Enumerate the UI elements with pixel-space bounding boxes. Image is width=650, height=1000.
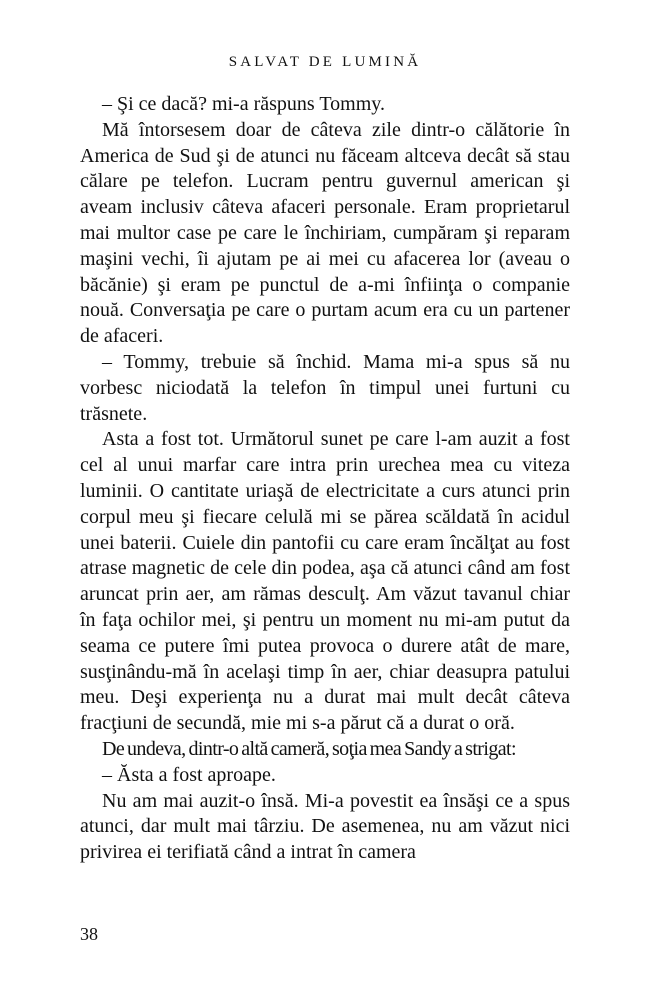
body-text: [80, 92, 570, 866]
page-number: 38: [80, 924, 98, 944]
paragraph: Asta a fost tot. Următorul sunet pe care l-am auzit a fost cel al unui marfar care intra prin urechea mea cu viteza luminii. O cantitate uriaşă de electricitate a curs atunci prin corpul meu şi fiecare celulă mi se părea scăldată în acidul unei baterii. Cuiele din pantofii cu care eram încălţat au fost atrase magnetic de cele din podea, aşa că atunci când am fost aruncat prin aer, am rămas desculţ. Am văzut tavanul chiar în faţa ochilor mei, şi pentru un moment nu mi-am putut da seama ce putere îmi putea provoca o durere atât de mare, susţinându-mă în acelaşi timp în aer, chiar deasupra patului meu. Deşi experienţa nu a durat mai mult decât câteva fracţiuni de secundă, mie mi s-a părut că a durat o oră.: [80, 428, 570, 735]
paragraph: – Tommy, trebuie să închid. Mama mi-a spus să nu vorbesc niciodată la telefon în timpul unei furtuni cu trăsnete.: [80, 350, 570, 425]
paragraph: – Ăsta a fost aproape.: [102, 763, 276, 786]
paragraph: De undeva, dintr-o altă cameră, soţia mea Sandy a strigat:: [102, 737, 516, 760]
running-head: SALVAT DE LUMINĂ: [228, 54, 422, 70]
paragraph: Nu am mai auzit-o însă. Mi-a povestit ea însăşi ce a spus atunci, dar mult mai târziu. De asemenea, nu am văzut nici privirea ei terifiată când a intrat în camera: [80, 789, 570, 864]
paragraph: – Şi ce dacă? mi-a răspuns Tommy.: [102, 93, 385, 115]
paragraph: Mă întorsesem doar de câteva zile dintr-o călătorie în America de Sud şi de atunci nu făceam altceva decât să stau călare pe telefon. Lucram pentru guvernul american şi aveam inclusiv câteva afaceri personale. Eram proprietarul mai multor case pe care le închiriam, cumpăram şi reparam maşini vechi, îi ajutam pe ai mei cu afacerea lor (aveau o băcănie) şi eram pe punctul de a-mi înfiinţa o companie nouă. Conversaţia pe care o purtam acum era cu un partener de afaceri.: [80, 118, 570, 348]
